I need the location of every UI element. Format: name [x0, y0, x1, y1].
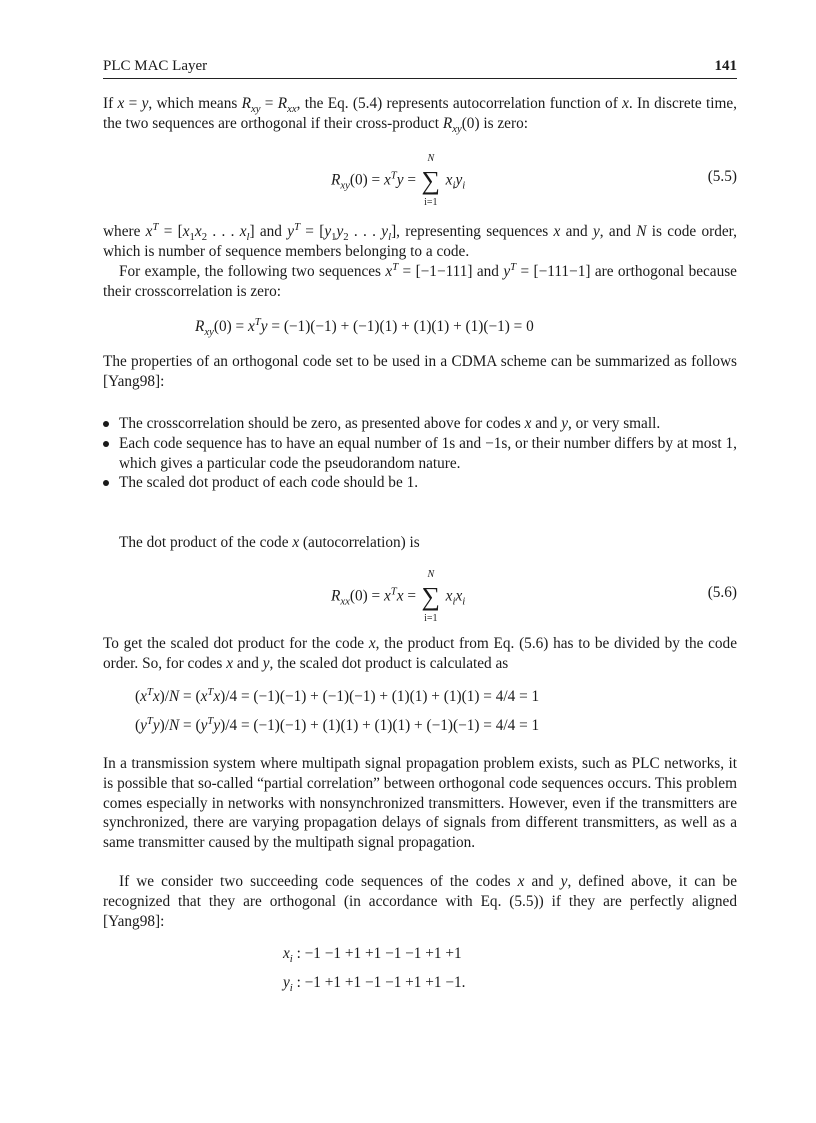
summation-symbol: N ∑ i=1	[421, 569, 441, 624]
paragraph-scaled-dot-product: To get the scaled dot product for the code x, the product from Eq. (5.6) has to be divided by the code order. So, for codes x and y, the scaled dot product is calculated as	[103, 635, 737, 672]
bullet-icon	[103, 441, 109, 447]
paragraph-aligned-sequences: If we consider two succeeding code sequences of the codes x and y, defined above, it can be recognized that they are orthogonal (in accordance with Eq. (5.5)) if they are perfectly aligned [Yang98]:	[103, 873, 737, 930]
summation-symbol: N ∑ i=1	[421, 153, 441, 208]
sequence-y: $y_i$ : −1 +1 +1 −1 −1 +1 +1 −1.	[283, 974, 466, 995]
equation-5-5: $R_{xy}(0) = x^Ty$ = N ∑ i=1 $x_iy_i$ (5.5)	[331, 153, 737, 208]
bullet-icon	[103, 421, 109, 427]
paragraph-partial-correlation: In a transmission system where multipath signal propagation problem exists, such as PLC networks, it is possible that so-called “partial correlation” between orthogonal code sequences occurs. This problem comes especially in networks with nonsynchronized transmitters. However, even if the transmitters are synchronized, there are varying propagation delays of signals from different transmitters, as well as a same transmitter caused by the multipath signal propagation.	[103, 755, 737, 852]
header-rule	[103, 78, 737, 79]
equation-number: (5.5)	[707, 168, 737, 185]
equation-scaled-dot-product-x: $(x^Tx)/N = (x^Tx)/4 = (-1)(-1) + (-1)(-1) + (1)(1) + (1)(1) = 4/4 = 1$	[135, 685, 540, 705]
paragraph-properties-intro: The properties of an orthogonal code set to be used in a CDMA scheme can be summarized as follows [Yang98]:	[103, 353, 737, 390]
sequence-x: $x_i$ : −1 −1 +1 +1 −1 −1 +1 +1	[283, 945, 462, 966]
list-item: The crosscorrelation should be zero, as presented above for codes x and y, or very small.	[103, 414, 737, 434]
paragraph-sequence-definition: where $x^T = [x_1x_2$ . . . $x_l$] and $y^T = [y_1y_2$ . . . $y_l$], representing sequences x and y, and N is code order, which is number of sequence members belonging to a code.	[103, 220, 737, 260]
list-item: Each code sequence has to have an equal number of 1s and −1s, or their number differs by at most 1, which gives a particular code the pseudorandom nature.	[103, 434, 737, 474]
paragraph-orthogonal-example: For example, the following two sequences $x^T = [-1-111]$ and $y^T = [-111-1]$ are orthogonal because their crosscorrelation is zero:	[103, 260, 737, 300]
bullet-icon	[103, 480, 109, 486]
equation-scaled-dot-product-y: $(y^Ty)/N = (y^Ty)/4 = (-1)(-1) + (1)(1) + (1)(1) + (-1)(-1) = 4/4 = 1$	[135, 714, 540, 734]
equation-5-6: $R_{xx}(0) = x^Tx$ = N ∑ i=1 $x_ix_i$ (5.6)	[331, 569, 737, 624]
running-head-title: PLC MAC Layer	[103, 58, 208, 74]
running-head	[103, 58, 737, 75]
page-number: 141	[714, 58, 737, 74]
equation-number: (5.6)	[707, 584, 737, 601]
list-item: The scaled dot product of each code should be 1.	[103, 473, 737, 493]
paragraph-dot-product-intro: The dot product of the code x (autocorrelation) is	[119, 534, 420, 551]
equation-crosscorrelation-example: $R_{xy}(0) = x^Ty = (-1)(-1) + (-1)(1) + (1)(1) + (1)(-1) = 0$	[195, 315, 534, 339]
properties-list	[103, 414, 737, 493]
paragraph-autocorrelation-intro: If x = y, which means $R_{xy} = R_{xx}$, the Eq. (5.4) represents autocorrelation function of x. In discrete time, the two sequences are orthogonal if their cross-product $R_{xy}(0)$ is zero:	[103, 95, 738, 135]
